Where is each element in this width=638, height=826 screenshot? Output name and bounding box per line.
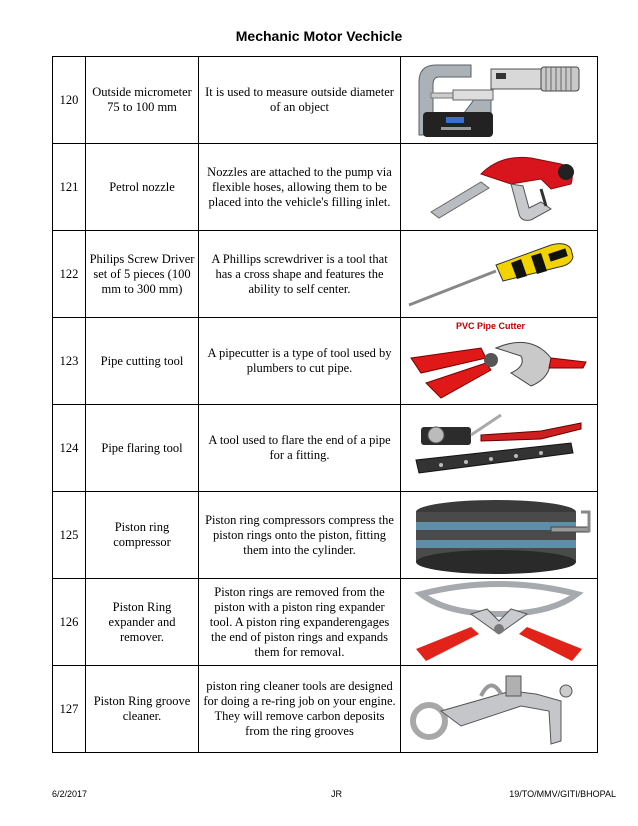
tool-description: Piston ring compressors compress the piston rings onto the piston, fitting them into the cylinder. [199,492,401,579]
row-number: 127 [53,666,86,753]
table-row [53,57,598,144]
image-caption: PVC Pipe Cutter [456,321,526,331]
row-number: 123 [53,318,86,405]
table-row [53,579,598,666]
tool-name: Pipe flaring tool [86,405,199,492]
tool-name: Philips Screw Driver set of 5 pieces (100 mm to 300 mm) [86,231,199,318]
tool-description: Nozzles are attached to the pump via flexible hoses, allowing them to be placed into the vehicle's filling inlet. [199,144,401,231]
row-number: 122 [53,231,86,318]
groove-cleaner-image [401,666,597,752]
tool-image-cell [401,666,598,753]
tool-name: Piston ring compressor [86,492,199,579]
table-row [53,231,598,318]
table-row [53,144,598,231]
tool-image-cell [401,318,598,405]
petrol-nozzle-image [401,144,597,230]
pipe-cutter-image [401,318,597,404]
row-number: 125 [53,492,86,579]
table-row [53,492,598,579]
tool-image-cell [401,57,598,144]
ring-compressor-image [401,492,597,578]
pipe-flaring-tool-image [401,405,597,491]
table-row [53,666,598,753]
tool-description: Piston rings are removed from the piston with a piston ring expander tool. A piston ring expanderengages the end of piston rings and expands them for removal. [199,579,401,666]
page-title: Mechanic Motor Vechicle [235,28,403,44]
tool-name: Petrol nozzle [86,144,199,231]
ring-expander-image [401,579,597,665]
tool-image-cell [401,405,598,492]
tool-name: Pipe cutting tool [86,318,199,405]
tool-name: Piston Ring groove cleaner. [86,666,199,753]
tools-table [52,56,598,753]
tool-image-cell [401,144,598,231]
table-row [53,405,598,492]
tool-name: Outside micrometer 75 to 100 mm [86,57,199,144]
tool-description: A pipecutter is a type of tool used by plumbers to cut pipe. [199,318,401,405]
tool-image-cell [401,579,598,666]
tool-image-cell [401,231,598,318]
row-number: 124 [53,405,86,492]
tool-name: Piston Ring expander and remover. [86,579,199,666]
footer-date: 6/2/2017 [52,789,88,799]
footer-code: 19/TO/MMV/GITI/BHOPAL [509,789,616,799]
row-number: 126 [53,579,86,666]
table-row [53,318,598,405]
row-number: 121 [53,144,86,231]
tool-image-cell [401,492,598,579]
footer-center: JR [331,789,342,799]
tool-description: piston ring cleaner tools are designed for doing a re-ring job on your engine. They will remove carbon deposits from the ring grooves [199,666,401,753]
tool-description: It is used to measure outside diameter of an object [199,57,401,144]
screwdriver-image [401,231,597,317]
tool-description: A tool used to flare the end of a pipe for a fitting. [199,405,401,492]
row-number: 120 [53,57,86,144]
tool-description: A Phillips screwdriver is a tool that has a cross shape and features the ability to self center. [199,231,401,318]
micrometer-image [401,57,597,143]
